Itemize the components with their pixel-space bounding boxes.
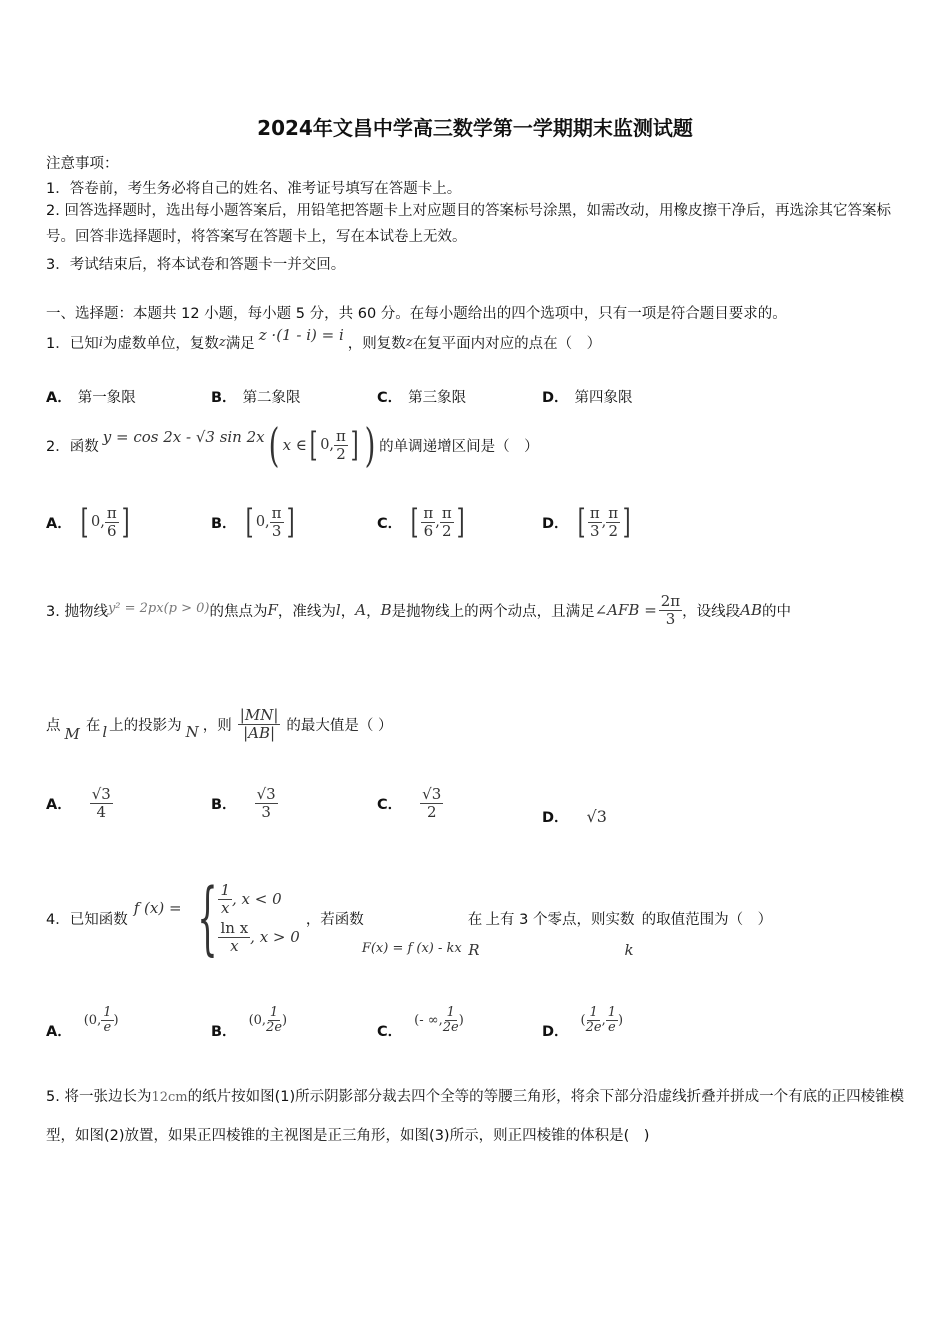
q4-text: 在 bbox=[467, 911, 483, 928]
q2-two: 2 bbox=[336, 444, 346, 463]
option-post: ) bbox=[618, 1013, 624, 1029]
option-pre: (0, bbox=[83, 1013, 102, 1029]
q2-option-a[interactable]: A． [ 0, $\frac{\pi}{6}$ ] bbox=[46, 502, 130, 542]
q3-N: N bbox=[185, 723, 199, 741]
option-text: 第二象限 bbox=[242, 390, 301, 406]
option-pre: (0, bbox=[248, 1013, 267, 1029]
question-5 bbox=[46, 1078, 908, 1155]
option-label: A． bbox=[46, 515, 72, 532]
option-den: e bbox=[103, 1020, 112, 1036]
q3-text: 点 bbox=[46, 717, 61, 734]
q3-text: ，设线段 bbox=[682, 603, 741, 620]
q2-option-c[interactable]: C． [ $\frac{\pi}{6}$ , $\frac{\pi}{2}$ ] bbox=[377, 502, 465, 542]
q3-l: l bbox=[335, 601, 341, 619]
q1-text: ，则复数 bbox=[347, 336, 406, 352]
option-den: 6 bbox=[107, 521, 117, 540]
option-post: ) bbox=[458, 1013, 464, 1029]
q4-text: 的取值范围为（ ） bbox=[641, 911, 773, 928]
q1-option-c[interactable] bbox=[377, 386, 466, 407]
option-den: e bbox=[608, 1020, 616, 1036]
option-den: 3 bbox=[589, 521, 600, 540]
q5-length: 12cm bbox=[151, 1090, 188, 1105]
option-lower: 0, bbox=[91, 514, 105, 530]
q2-domain-lower: 0, bbox=[320, 437, 335, 453]
q3-text: 上的投影为 bbox=[109, 717, 182, 734]
option-post: ) bbox=[282, 1013, 288, 1029]
notice-heading: 注意事项： bbox=[46, 156, 119, 172]
option-num: π bbox=[608, 504, 619, 522]
q1-equation: z ·(1 - i) = i bbox=[258, 325, 344, 344]
q4-case1-num: 1 bbox=[220, 881, 231, 899]
q1-option-a[interactable] bbox=[46, 386, 136, 407]
option-text: 第四象限 bbox=[574, 390, 633, 406]
q5-prefix: 5. 将一张边长为 bbox=[46, 1089, 152, 1105]
q4-case1-den: x bbox=[221, 898, 230, 917]
q3-text: 的中 bbox=[762, 603, 792, 620]
option-den: 2 bbox=[442, 521, 452, 540]
q1-prefix: 1．已知 bbox=[46, 336, 99, 352]
option-lower: 0, bbox=[255, 514, 270, 530]
q3-prefix: 3. 抛物线 bbox=[46, 603, 108, 620]
option-text: 第一象限 bbox=[77, 390, 136, 406]
q3-mn: |MN| bbox=[239, 706, 279, 724]
option-label: D． bbox=[542, 515, 569, 532]
option-label: C． bbox=[377, 1024, 403, 1041]
option-den: 4 bbox=[96, 802, 107, 821]
option-num: 1 bbox=[589, 1005, 598, 1020]
q1-option-d[interactable] bbox=[542, 386, 633, 407]
option-num: 1 bbox=[103, 1005, 112, 1020]
q3-sep: ， bbox=[340, 603, 356, 620]
q3-angle-num: 2π bbox=[660, 592, 681, 610]
notice-item: 2. 回答选择题时，选出每小题答案后，用铅笔把答题卡上对应题目的答案标号涂黑，如需改动，用橡皮擦干净后，再选涂其它答案标号。回答非选择题时，将答案写在答题卡上，写在本试卷上无效。 bbox=[46, 203, 891, 245]
option-num: π bbox=[589, 504, 600, 522]
q1-option-b[interactable] bbox=[211, 386, 301, 407]
option-den: 2e bbox=[585, 1020, 602, 1036]
option-num: π bbox=[441, 504, 452, 522]
q3-text: ，准线为 bbox=[277, 603, 336, 620]
option-num: π bbox=[423, 504, 434, 522]
notice-item: 1．答卷前，考生务必将自己的姓名、准考证号填写在答题卡上。 bbox=[46, 181, 462, 197]
q4-case2-num: ln x bbox=[220, 919, 249, 937]
option-num: π bbox=[106, 504, 117, 522]
option-text: 第三象限 bbox=[408, 390, 467, 406]
question-4: 4．已知函数 f (x) = { $\frac{1}{x}$ , x < 0 $\frac{\text{ln x}}{x}$ , x > 0 ，若函数 F(x) = f (x) - kx 在 R 上有 3 个零点，则实数 k 的取值范围为（ ） bbox=[46, 871, 773, 964]
q4-option-c[interactable] bbox=[377, 1005, 464, 1041]
q3-A: A bbox=[355, 601, 367, 619]
option-label: C． bbox=[377, 515, 403, 532]
page-title: 2024年文昌中学高三数学第一学期期末监测试题 bbox=[257, 116, 693, 140]
option-num: √3 bbox=[91, 785, 111, 803]
question-2 bbox=[46, 420, 539, 470]
option-label: B． bbox=[211, 390, 237, 406]
q1-text: 满足 bbox=[225, 336, 255, 352]
q2-option-d[interactable]: D． [ $\frac{\pi}{3}$ , $\frac{\pi}{2}$ ] bbox=[542, 502, 631, 542]
q3-angle-den: 3 bbox=[665, 609, 676, 628]
q2-domain: ( x ∈ [ 0, $\frac{\pi}{2}$ ] ) bbox=[268, 418, 376, 472]
option-label: A． bbox=[46, 796, 72, 813]
q4-fx: f (x) = bbox=[133, 899, 182, 917]
q1-text: 在复平面内对应的点在（ ） bbox=[412, 336, 602, 352]
option-label: B． bbox=[211, 1024, 237, 1041]
q4-k: k bbox=[624, 941, 634, 959]
q2-pi: π bbox=[336, 427, 346, 445]
q4-text: 上有 3 个零点，则实数 bbox=[485, 911, 635, 928]
q2-text: 的单调递增区间是（ ） bbox=[379, 438, 539, 455]
option-label: D． bbox=[542, 1024, 569, 1041]
option-pre: ( bbox=[580, 1013, 586, 1029]
option-den: 2e bbox=[442, 1020, 459, 1036]
q4-option-d[interactable] bbox=[542, 1005, 624, 1041]
option-den: 2 bbox=[608, 521, 618, 540]
q4-text: ，若函数 bbox=[305, 911, 364, 928]
q3-text: ，则 bbox=[202, 717, 232, 734]
option-num: π bbox=[271, 504, 282, 522]
q3-text: 在 bbox=[85, 717, 101, 734]
q3-M: M bbox=[64, 725, 80, 743]
q2-option-b[interactable]: B． [ 0, $\frac{\pi}{3}$ ] bbox=[211, 502, 295, 542]
notice-item: 3．考试结束后，将本试卷和答题卡一并交回。 bbox=[46, 257, 346, 273]
option-num: √3 bbox=[422, 785, 442, 803]
option-num: √3 bbox=[256, 785, 276, 803]
q4-prefix: 4．已知函数 bbox=[46, 911, 128, 928]
option-post: ) bbox=[113, 1013, 119, 1029]
option-num: 1 bbox=[446, 1005, 455, 1020]
option-den: 3 bbox=[261, 802, 271, 821]
q3-l: l bbox=[102, 723, 108, 741]
q4-case2-den: x bbox=[230, 936, 239, 955]
q3-option-d[interactable] bbox=[542, 806, 607, 827]
option-label: B． bbox=[211, 515, 237, 532]
option-num: 1 bbox=[607, 1005, 617, 1020]
option-den: 2 bbox=[426, 802, 437, 821]
option-pre: (- ∞, bbox=[414, 1013, 443, 1029]
option-label: C． bbox=[377, 796, 403, 813]
q1-z: z bbox=[405, 335, 413, 350]
option-label: D． bbox=[542, 810, 569, 826]
option-num: 1 bbox=[269, 1005, 279, 1020]
q4-R: R bbox=[468, 941, 480, 959]
q3-angle: ∠AFB = bbox=[594, 601, 657, 619]
option-label: C． bbox=[377, 390, 403, 406]
option-den: 2e bbox=[266, 1020, 283, 1036]
q3-F: F bbox=[267, 601, 278, 619]
q3-B: B bbox=[380, 601, 392, 619]
q5-text: 的纸片按如图(1)所示阴影部分裁去四个全等的等腰三角形，将余下部分沿虚线折叠并拼成一个有底的正四棱锥模型，如图(2)放置，如果正四棱锥的主视图是正三角形，如图(3)所示，则正四棱锥的体积是( ) bbox=[46, 1089, 905, 1144]
q3-option-a[interactable] bbox=[46, 786, 113, 820]
q3-option-c[interactable] bbox=[377, 786, 443, 820]
q4-case1-cond: , x < 0 bbox=[232, 890, 282, 908]
q3-sep: ， bbox=[366, 603, 381, 620]
section-heading: 一、选择题：本题共 12 小题，每小题 5 分，共 60 分。在每小题给出的四个选项中，只有一项是符合题目要求的。 bbox=[46, 306, 787, 322]
q3-equation: y² = 2px(p > 0) bbox=[107, 600, 210, 616]
q2-prefix: 2．函数 bbox=[46, 438, 99, 455]
q3-option-b[interactable] bbox=[211, 786, 278, 820]
question-3-cont bbox=[46, 698, 393, 750]
q1-text: 为虚数单位，复数 bbox=[102, 336, 219, 352]
q4-case2-cond: , x > 0 bbox=[250, 928, 300, 946]
q1-z: z bbox=[218, 335, 226, 350]
question-3 bbox=[46, 586, 791, 634]
q3-ab: |AB| bbox=[243, 723, 276, 742]
option-label: B． bbox=[211, 796, 237, 813]
q3-text: 是抛物线上的两个动点，且满足 bbox=[391, 603, 595, 620]
option-mid: , bbox=[601, 1013, 606, 1029]
q3-AB: AB bbox=[740, 601, 763, 619]
option-label: A． bbox=[46, 390, 72, 406]
q3-text: 的焦点为 bbox=[209, 603, 268, 620]
option-den: 6 bbox=[423, 521, 434, 540]
option-text: √3 bbox=[586, 807, 607, 826]
q4-option-b[interactable] bbox=[211, 1005, 288, 1041]
q4-F: F(x) = f (x) - kx bbox=[361, 940, 462, 956]
q2-domain-prefix: x ∈ bbox=[282, 436, 307, 454]
option-label: D． bbox=[542, 390, 569, 406]
q3-text: 的最大值是（ ） bbox=[286, 717, 393, 734]
q1-i: i bbox=[98, 335, 103, 350]
question-1 bbox=[46, 325, 602, 353]
option-label: A． bbox=[46, 1024, 72, 1041]
q2-equation: y = cos 2x - √3 sin 2x bbox=[102, 428, 265, 446]
option-den: 3 bbox=[271, 521, 282, 540]
q4-option-a[interactable] bbox=[46, 1005, 119, 1041]
